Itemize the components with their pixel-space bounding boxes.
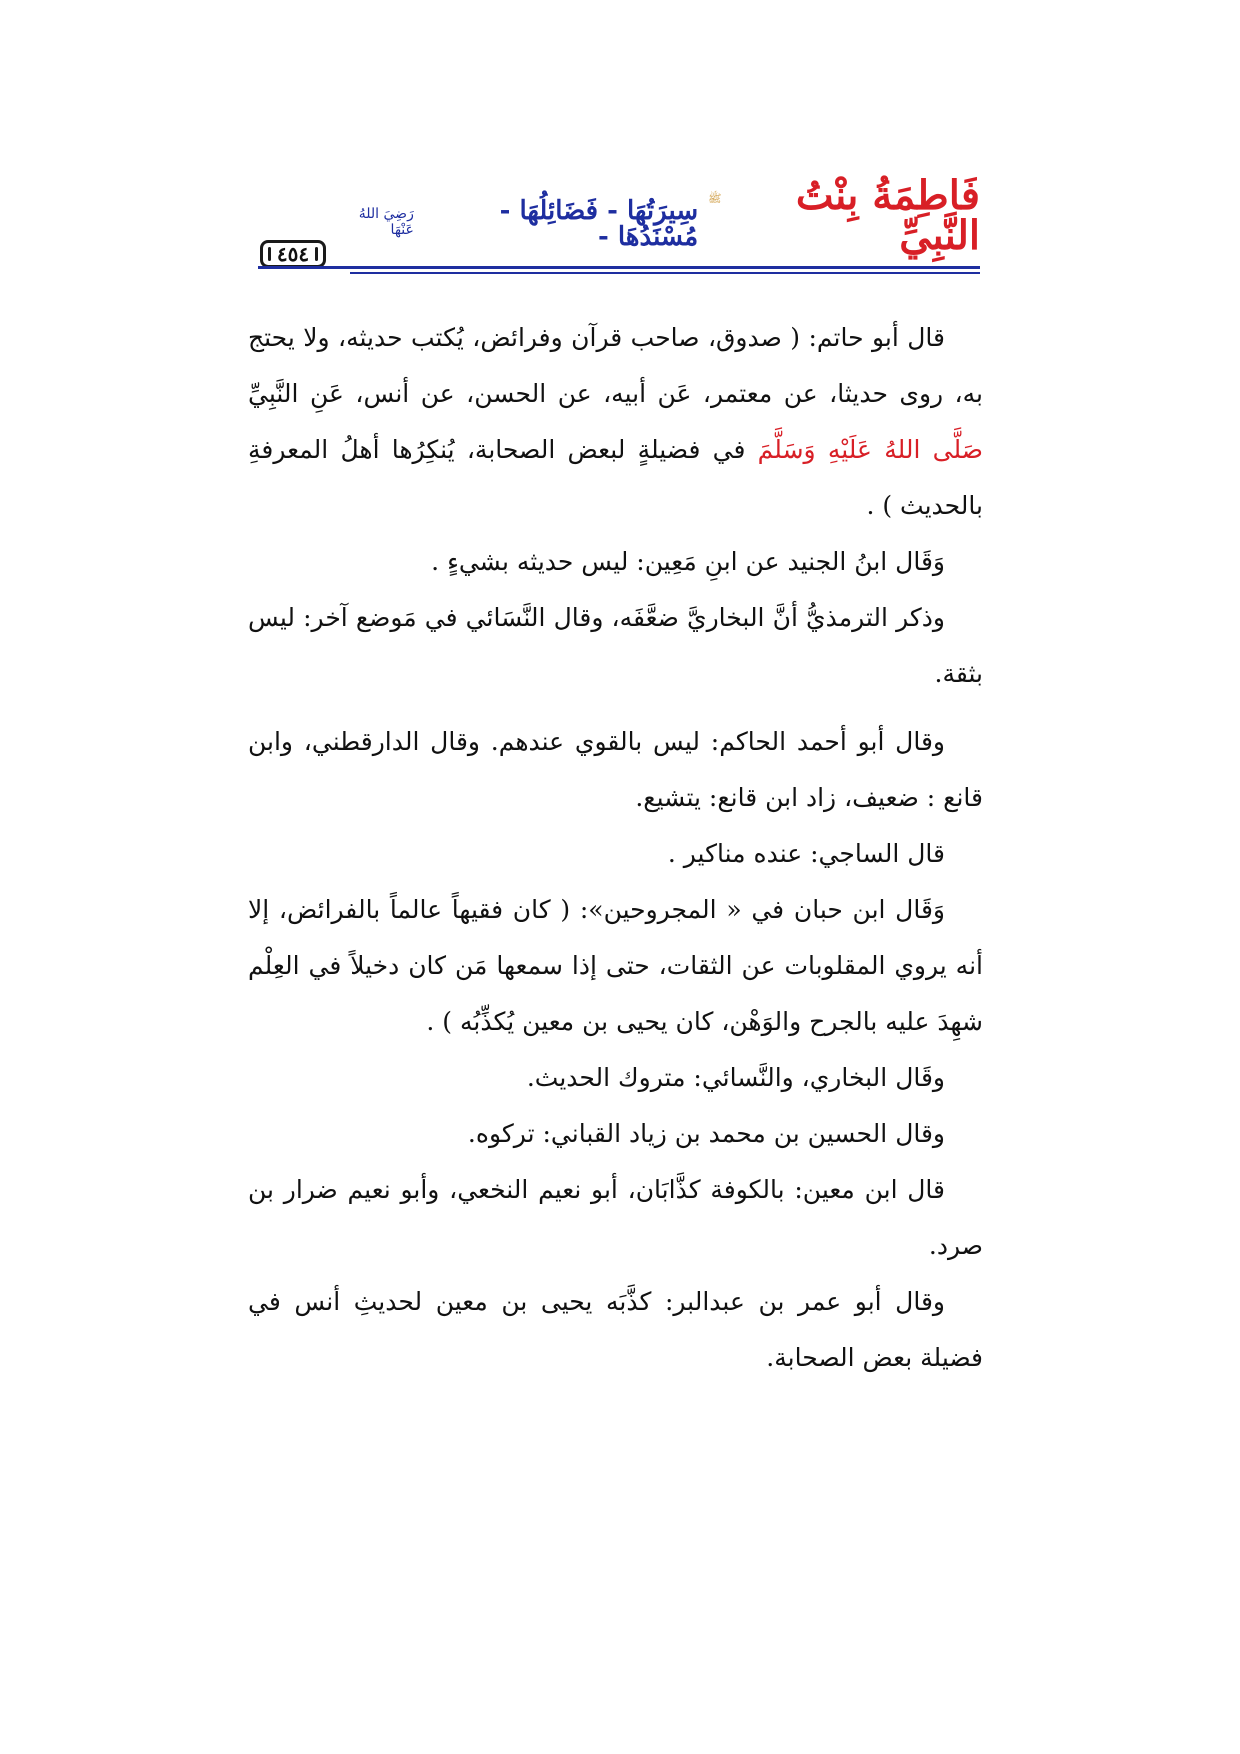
header-rule-thin: [350, 272, 980, 274]
paragraph-abu-ahmad: وقال أبو أحمد الحاكم: ليس بالقوي عندهم. وقال الدارقطني، وابن قانع : ضعيف، زاد ابن قانع: يتشيع.: [248, 727, 983, 812]
book-subtitle: سِيرَتُهَا - فَضَائِلُهَا - مُسْنَدُهَا -: [499, 196, 699, 252]
paragraph-abu-hatim: [248, 310, 983, 534]
book-title: فَاطِمَةُ بِنْتُ النَّبِيِّ: [795, 172, 980, 259]
paragraph-ibn-main: قال ابن معين: بالكوفة كذَّابَان، أبو نعيم النخعي، وأبو نعيم ضرار بن صرد.: [248, 1175, 983, 1260]
page-header: [258, 172, 980, 274]
paragraph-bukhari: وقَال البخاري، والنَّسائي: متروك الحديث.: [526, 1063, 945, 1092]
running-title: [340, 172, 980, 259]
salawat-mark: ﷺ: [708, 192, 722, 205]
paragraph-ibn-hibban: وَقَال ابن حبان في « المجروحين»: ( كان فقيهاً عالماً بالفرائض، إلا أنه يروي المقلوبات عن الثقات، حتى إذا سمعها مَن كان دخيلاً في العِلْم شهِدَ عليه بالجرح والوَهْن، كان يحيى بن معين يُكذِّبُه ) .: [248, 895, 983, 1036]
paragraph-qabbani: وقال الحسين بن محمد بن زياد القباني: تركوه.: [467, 1119, 945, 1148]
paragraph-saji: قال الساجي: عنده مناكير .: [667, 839, 945, 868]
header-rule: [258, 266, 980, 269]
paragraph-tirmidhi: وذكر الترمذيُّ أنَّ البخاريَّ ضعَّفَه، وقال النَّسَائي في مَوضع آخر: ليس بثقة.: [248, 603, 983, 688]
paragraph-ibn-abdilbarr: وقال أبو عمر بن عبدالبر: كذَّبَه يحيى بن معين لحديثِ أنس في فضيلة بعض الصحابة.: [248, 1287, 983, 1372]
salawat-text: صَلَّى اللهُ عَلَيْهِ وَسَلَّمَ: [757, 435, 983, 464]
paragraph-text: قال أبو حاتم: ( صدوق، صاحب قرآن وفرائض، يُكتب حديثه، ولا يحتج به، روى حديثا، عن معتمر، عَن أبيه، عن الحسن، عن أنس، عَنِ النَّبِيِّ: [248, 323, 983, 408]
paragraph-text: في فضيلةٍ لبعض الصحابة، يُنكِرُها أهلُ المعرفةِ بالحديث ) .: [248, 435, 983, 520]
paragraph-gap: [248, 702, 983, 714]
paragraph-ibn-junaid: وَقَال ابنُ الجنيد عن ابنِ مَعِين: ليس حديثه بشيءٍ .: [431, 547, 945, 576]
radi-mark: رَضِيَ اللهُ عَنْهَا: [358, 206, 414, 238]
page-number: ٤٥٤: [260, 240, 326, 268]
page-body: [248, 310, 983, 1386]
